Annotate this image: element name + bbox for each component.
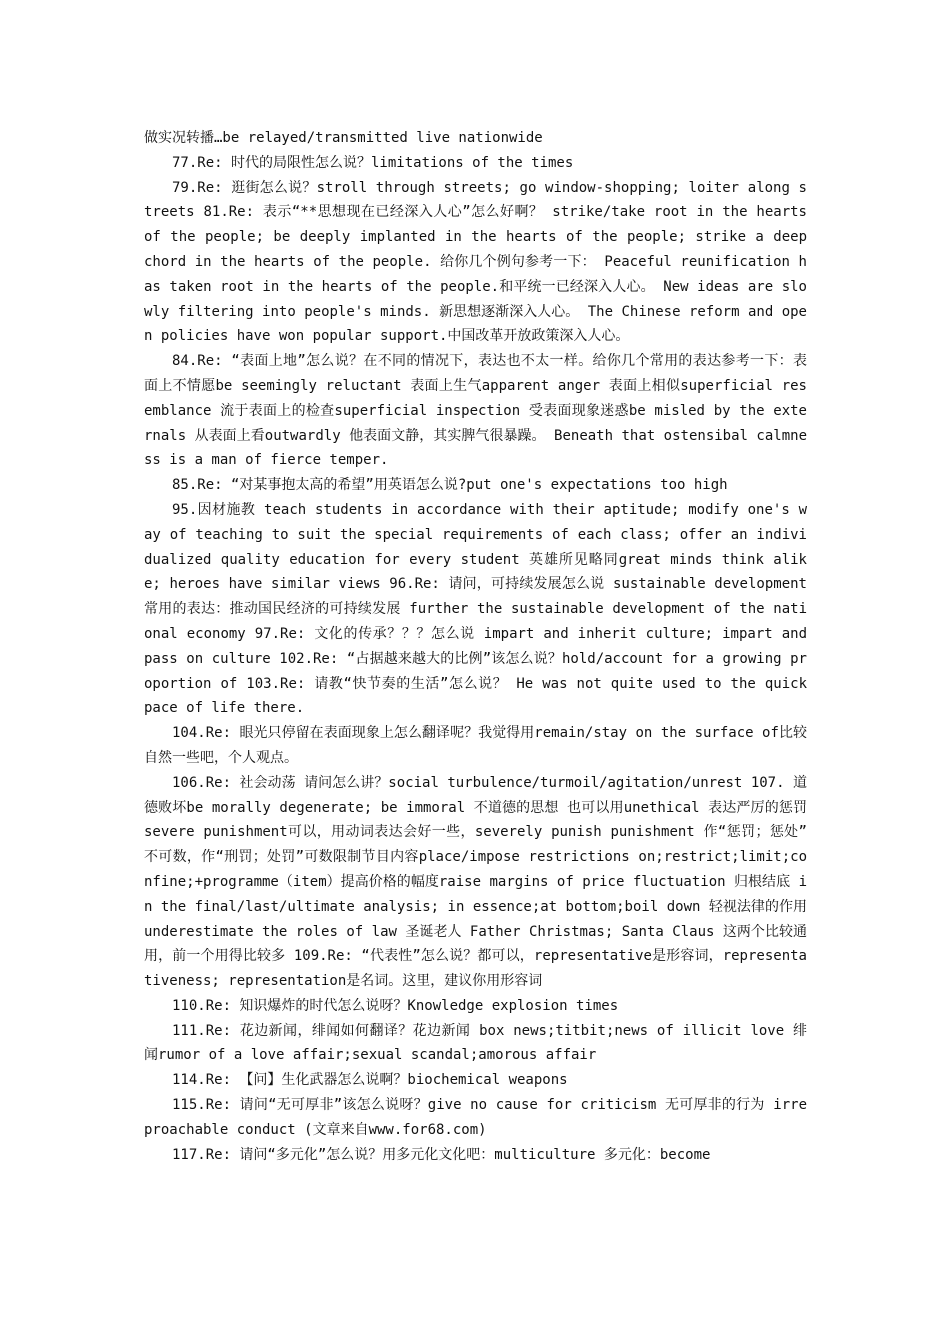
paragraph-104-surface: 104.Re: 眼光只停留在表面现象上怎么翻译呢？我觉得用remain/stay on the surface of比较自然一些吧，个人观点。 — [144, 725, 807, 766]
paragraph-85-expectations: 85.Re: “对某事抱太高的希望”用英语怎么说?put one's expectations too high — [172, 477, 728, 494]
paragraph-84-superficial: 84.Re: “表面上地”怎么说？在不同的情况下，表达也不太一样。给你几个常用的表达参考一下：表面上不情愿be seemingly reluctant 表面上生气apparent anger 表面上相似superficial resemblance 流于表面上的检查superficial inspection 受表面现象迷惑be misled by the externals 从表面上看outwardly 他表面文静，其实脾气很暴躁。 Beneath that ostensibal calmness is a man of fierce temper. — [144, 353, 807, 469]
document-body — [144, 126, 807, 1167]
paragraph-79-stroll: 79.Re: 逛街怎么说？stroll through streets; go window-shopping; loiter along streets 81.Re: 表示“**思想现在已经深入人心”怎么好啊？ strike/take root in the hearts of the people; be deeply implanted in the hearts of the people; strike a deep chord in the hearts of the people. 给你几个例句参考一下： Peaceful reunification has taken root in the hearts of the people.和平统一已经深入人心。 New ideas are slowly filtering into people's minds. 新思想逐渐深入人心。 The Chinese reform and open policies have won popular support.中国改革开放政策深入人心。 — [144, 179, 807, 345]
paragraph-106-turbulence: 106.Re: 社会动荡 请问怎么讲？social turbulence/turmoil/agitation/unrest 107. 道德败坏be morally degenerate; be immoral 不道德的思想 也可以用unethical 表达严厉的惩罚 severe punishment可以，用动词表达会好一些，severely punish punishment 作“惩罚；惩处” 不可数，作“刑罚；处罚”可数限制节目内容place/impose restrictions on;restrict;limit;confine;+programme（item）提高价格的幅度raise margins of price fluctuation 归根结底 in the final/last/ultimate analysis; in essence;at bottom;boil down 轻视法律的作用 underestimate the roles of law 圣诞老人 Father Christmas; Santa Claus 这两个比较通用，前一个用得比较多 109.Re: “代表性”怎么说？都可以，representative是形容词，representativeness; representation是名词。这里，建议你用形容词 — [144, 774, 807, 990]
paragraph-111-box-news: 111.Re: 花边新闻，绯闻如何翻译？花边新闻 box news;titbit;news of illicit love 绯闻rumor of a love affair;sexual scandal;amorous affair — [144, 1022, 807, 1064]
paragraph-115-irreproachable: 115.Re: 请问“无可厚非”该怎么说呀？give no cause for criticism 无可厚非的行为 irreproachable conduct (文章来自www.for68.com) — [144, 1097, 807, 1138]
paragraph-77-limitations: 77.Re: 时代的局限性怎么说？limitations of the times — [172, 154, 574, 171]
paragraph-110-knowledge: 110.Re: 知识爆炸的时代怎么说呀？Knowledge explosion times — [172, 997, 619, 1014]
paragraph-relayed-live: 做实况转播…be relayed/transmitted live nationwide — [144, 130, 543, 146]
paragraph-117-multiculture: 117.Re: 请问“多元化”怎么说？用多元化文化吧：multiculture 多元化：become — [172, 1146, 711, 1163]
paragraph-95-aptitude: 95.因材施教 teach students in accordance with their aptitude; modify one's way of teaching to suit the special requirements of each class; offer an individualized quality education for every student 英雄所见略同great minds think alike; heroes have similar views 96.Re: 请问，可持续发展怎么说 sustainable development 常用的表达：推动国民经济的可持续发展 further the sustainable development of the national economy 97.Re: 文化的传承？？？怎么说 impart and inherit culture; impart and pass on culture 102.Re: “占据越来越大的比例”该怎么说？hold/account for a growing proportion of 103.Re: 请教“快节奏的生活”怎么说？ He was not quite used to the quick pace of life there. — [144, 501, 807, 717]
paragraph-114-biochemical: 114.Re: 【问】生化武器怎么说啊？biochemical weapons — [172, 1072, 568, 1089]
